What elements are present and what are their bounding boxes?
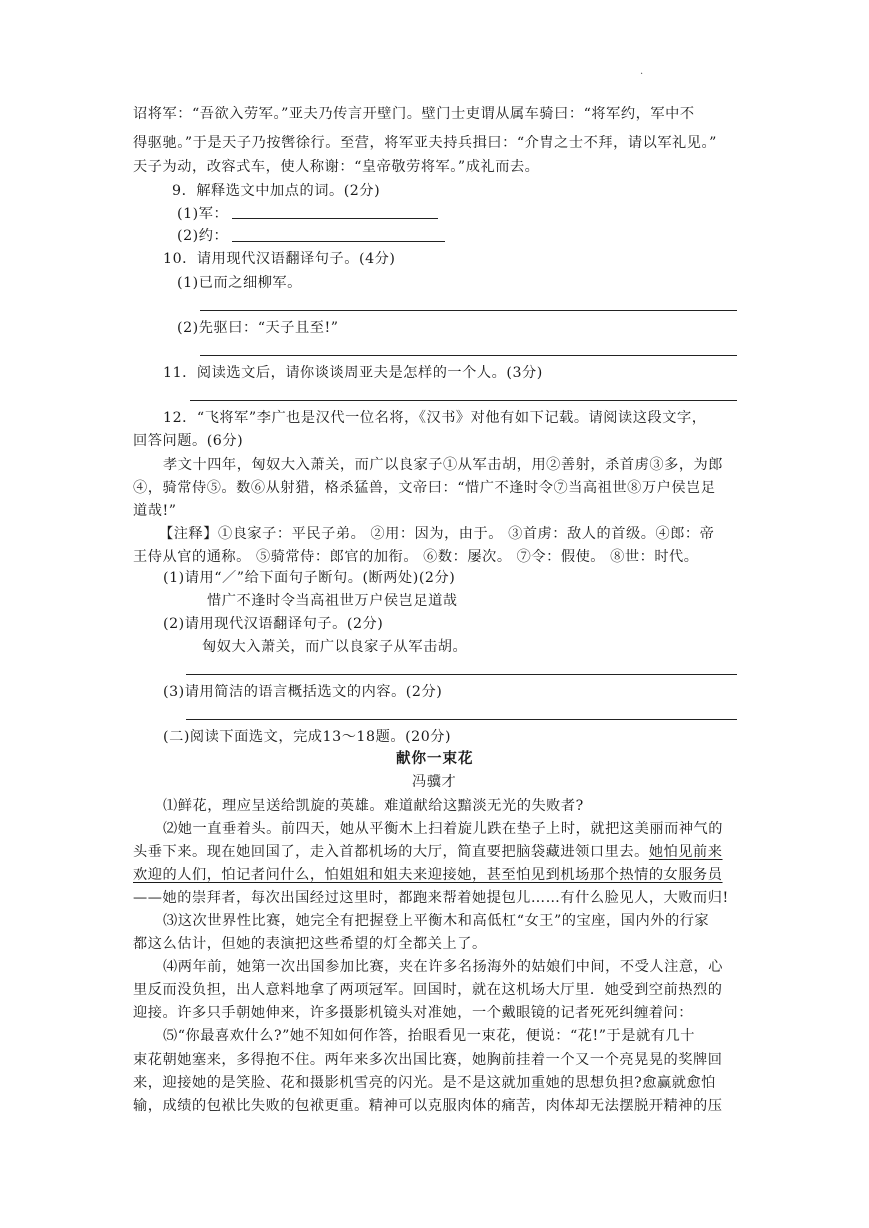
underlined-sentence: 她怕见前来 [648, 844, 723, 860]
underlined-sentence: 欢迎的人们，怕记者问什么，怕姐姐和姐夫来迎接她，甚至怕见到机场那个热情的女服务员 [133, 867, 723, 883]
q12-sub-3-answer-line[interactable] [186, 719, 737, 720]
question-9-stem: 9．解释选文中加点的词。(2分) [172, 183, 381, 199]
question-10-stem: 10．请用现代汉语翻译句子。(4分) [163, 251, 396, 267]
paragraph-2-line [133, 842, 723, 862]
paragraph-4-line: ⑷两年前，她第一次出国参加比赛，夹在许多名扬海外的姑娘们中间，不受人注意，心 [163, 959, 724, 975]
q12-text-line: 道哉!” [133, 503, 177, 519]
q9-item-1-label: (1)军： [177, 206, 229, 222]
paragraph-5-line: 束花朝她塞来，多得抱不住。两年来多次出国比赛，她胸前挂着一个又一个亮晃晃的奖牌回 [133, 1052, 723, 1068]
q10-item-1: (1)已而之细柳军。 [177, 275, 302, 291]
paragraph-1: ⑴鲜花，理应呈送给凯旋的英雄。难道献给这黯淡无光的失败者? [163, 798, 584, 814]
question-12-stem: 12．“飞将军”李广也是汉代一位名将，《汉书》对他有如下记载。请阅读这段文字， [163, 410, 707, 426]
q9-item-2-answer-line[interactable] [232, 241, 445, 242]
passage-line: 天子为动，改容式车，使人称谢：“皇帝敬劳将军。”成礼而去。 [133, 159, 540, 175]
paragraph-4-line: 里反而没负担，出人意料地拿了两项冠军。回国时，就在这机场大厅里．她受到空前热烈的 [133, 982, 723, 998]
question-12-stem: 回答问题。(6分) [133, 433, 244, 449]
q12-sub-1: (1)请用“／”给下面句子断句。(断两处)(2分) [163, 570, 456, 586]
q12-sub-3: (3)请用简洁的语言概括选文的内容。(2分) [163, 684, 443, 700]
q10-item-2-answer-line[interactable] [200, 355, 737, 356]
corner-mark: . [640, 66, 644, 77]
q11-answer-line[interactable] [190, 400, 737, 401]
q10-item-2: (2)先驱曰：“天子且至!” [177, 320, 339, 336]
paragraph-2-line: ⑵她一直垂着头。前四天，她从平衡木上扫着旋儿跌在垫子上时，就把这美丽而神气的 [163, 821, 724, 837]
passage-line: 得驱驰。”于是天子乃按辔徐行。至营，将军亚夫持兵揖曰：“介胄之士不拜，请以军礼见。” [133, 135, 717, 151]
section-2-instruction: (二)阅读下面选文，完成13～18题。(20分) [163, 729, 452, 745]
q12-text-line: 孝文十四年，匈奴大入萧关，而广以良家子①从军击胡，用②善射，杀首虏③多，为郎 [163, 457, 724, 473]
article-title: 献你一束花 [396, 750, 474, 767]
q9-item-1-answer-line[interactable] [232, 218, 438, 219]
q12-sub-2-answer-line[interactable] [186, 674, 737, 675]
passage-line: 诏将军：“吾欲入劳军。”亚夫乃传言开壁门。壁门士吏谓从属车骑曰：“将军约，军中不 [133, 106, 695, 122]
paragraph-4-line: 迎接。许多只手朝她伸来，许多摄影机镜头对准她，一个戴眼镜的记者死死纠缠着问： [133, 1005, 694, 1021]
paragraph-2-text: 头垂下来。现在她回国了，走入首都机场的大厅，简直要把脑袋藏进领口里去。 [133, 844, 649, 860]
q12-text-line: ④，骑常侍⑤。数⑥从射猎，格杀猛兽，文帝曰：“惜广不逢时令⑦当高祖世⑧万户侯岂足 [133, 480, 716, 496]
paragraph-3-line: 都这么估计，但她的表演把这些希望的灯全都关上了。 [133, 936, 487, 952]
paragraph-5-line: 输，成绩的包袱比失败的包袱更重。精神可以克服肉体的痛苦，肉体却无法摆脱开精神的压 [133, 1098, 723, 1114]
article-author: 冯骥才 [412, 774, 457, 790]
q9-item-2-label: (2)约： [177, 228, 229, 244]
paragraph-5-line: 来，迎接她的是笑脸、花和摄影机雪亮的闪光。是不是这就加重她的思想负担?愈赢就愈怕 [133, 1075, 716, 1091]
q10-item-1-answer-line[interactable] [200, 310, 737, 311]
q12-sub-2: (2)请用现代汉语翻译句子。(2分) [163, 616, 384, 632]
paragraph-5-line: ⑸“你最喜欢什么?”她不知如何作答，抬眼看见一束花，便说：“花!”于是就有几十 [163, 1028, 695, 1044]
q12-sub-1-text: 惜广不逢时令当高祖世万户侯岂足道哉 [207, 593, 458, 609]
question-11-stem: 11．阅读选文后，请你谈谈周亚夫是怎样的一个人。(3分) [163, 365, 543, 381]
q12-note-line: 【注释】①良家子：平民子弟。 ②用：因为，由于。 ③首虏：敌人的首级。④郎：帝 [159, 526, 715, 542]
q12-note-line: 王侍从官的通称。 ⑤骑常侍：郎官的加衔。 ⑥数：屡次。 ⑦令：假使。 ⑧世：时代。 [133, 549, 699, 565]
paragraph-2-line: ——她的崇拜者，每次出国经过这里时，都跑来帮着她提包儿……有什么脸见人，大败而归! [133, 890, 729, 906]
paragraph-3-line: ⑶这次世界性比赛，她完全有把握登上平衡木和高低杠“女王”的宝座，国内外的行家 [163, 913, 710, 929]
q12-sub-2-text: 匈奴大入萧关，而广以良家子从军击胡。 [202, 639, 468, 655]
